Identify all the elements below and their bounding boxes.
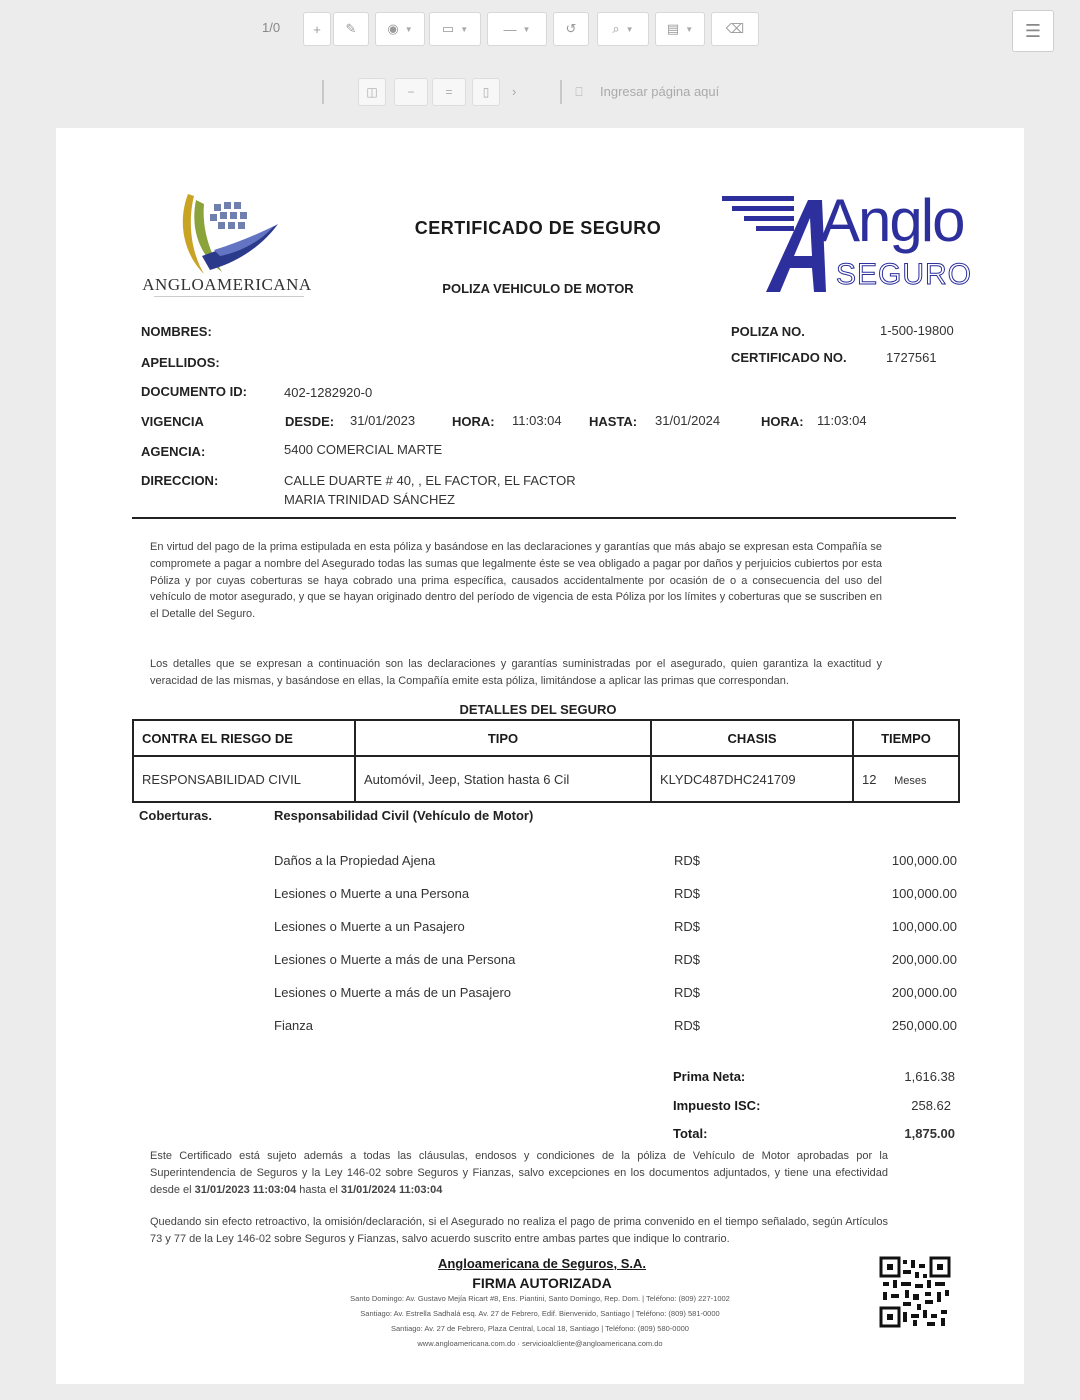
line-button[interactable] bbox=[487, 12, 547, 46]
qr-code-icon bbox=[879, 1256, 951, 1328]
coverage-row bbox=[274, 919, 964, 939]
hora-desde-value: 11:03:04 bbox=[512, 413, 562, 428]
brand-logo-main: Anglo bbox=[820, 187, 964, 254]
table-header-row bbox=[133, 720, 959, 756]
page-input[interactable]: Ingresar página aquí bbox=[600, 84, 720, 99]
firma-autorizada: FIRMA AUTORIZADA bbox=[472, 1275, 612, 1291]
agencia-label: AGENCIA: bbox=[141, 444, 206, 459]
footer-address-line: Santiago: Av. 27 de Febrero, Plaza Central, Local 18, Santiago | Teléfono: (809) 580-0000 bbox=[391, 1324, 689, 1333]
coverage-currency: RD$ bbox=[674, 886, 701, 901]
search-icon: ⌕ bbox=[612, 21, 620, 36]
terms-paragraph-4: Quedando sin efecto retroactivo, la omisión/declaración, si el Asegurado no realiza el pago de prima convenido en el tiempo señalado, según Artículos 73 y 77 de la Ley 146-02 sobre Seguros y Fianzas, salvo acuerdo suscrito entre ambas partes que indique lo contrario. bbox=[150, 1216, 888, 1245]
toolbar-divider bbox=[322, 80, 324, 104]
print-icon: ▤ bbox=[666, 21, 680, 36]
chevron-down-icon: ▼ bbox=[404, 24, 413, 34]
coverage-currency: RD$ bbox=[674, 952, 701, 967]
go-page-icon[interactable]: ⎕ bbox=[575, 84, 583, 99]
certificate-page bbox=[56, 128, 1024, 1384]
coberturas-label: Coberturas. bbox=[139, 808, 212, 823]
table-row bbox=[133, 756, 959, 802]
total-value: 1,875.00 bbox=[904, 1126, 955, 1141]
impuesto-row bbox=[673, 1098, 955, 1118]
agencia-value: 5400 COMERCIAL MARTE bbox=[284, 442, 443, 457]
vigencia-label: VIGENCIA bbox=[141, 414, 204, 429]
stamp-icon: ◉ bbox=[387, 21, 399, 36]
cell-chasis: KLYDC487DHC241709 bbox=[651, 756, 853, 802]
coverage-amount: 100,000.00 bbox=[891, 886, 957, 901]
direccion-line2: MARIA TRINIDAD SÁNCHEZ bbox=[284, 492, 455, 507]
coverage-name: Lesiones o Muerte a más de una Persona bbox=[274, 952, 516, 967]
coverage-row bbox=[274, 886, 964, 906]
brand-logo-sub: SEGURO bbox=[836, 258, 973, 291]
add-button[interactable] bbox=[303, 12, 331, 46]
apellidos-label: APELLIDOS: bbox=[141, 355, 220, 370]
toolbar-divider bbox=[560, 80, 562, 104]
direccion-label: DIRECCION: bbox=[141, 473, 219, 488]
coverage-amount: 200,000.00 bbox=[891, 985, 957, 1000]
chevron-down-icon: ▼ bbox=[522, 24, 531, 34]
rotate-button[interactable] bbox=[553, 12, 589, 46]
desde-value: 31/01/2023 bbox=[350, 413, 416, 428]
comment-button[interactable] bbox=[429, 12, 481, 46]
coverage-currency: RD$ bbox=[674, 1018, 701, 1033]
tiempo-number: 12 bbox=[862, 771, 877, 787]
coverage-currency: RD$ bbox=[674, 853, 701, 868]
zoom-fit-button[interactable] bbox=[358, 78, 386, 106]
coverage-row bbox=[274, 985, 964, 1005]
hora-desde-label: HORA: bbox=[452, 414, 495, 429]
cell-riesgo: RESPONSABILIDAD CIVIL bbox=[133, 756, 355, 802]
total-label: Total: bbox=[673, 1126, 708, 1141]
erase-icon: ⌫ bbox=[725, 21, 745, 36]
coverage-amount: 200,000.00 bbox=[891, 952, 957, 967]
details-title: DETALLES DEL SEGURO bbox=[459, 702, 617, 717]
chevron-down-icon: ▼ bbox=[460, 24, 469, 34]
para3-text: Este Certificado está sujeto además a todas las cláusulas, endosos y condiciones de la póliza de Vehículo de Motor aprobadas por la Superintendencia de Seguros y la Ley 146-02 sobre Seguros y Fianzas, salvo excepciones en los documentos adjuntados, y tiene una efectividad desde el bbox=[150, 1150, 888, 1196]
plus-icon: = bbox=[445, 85, 453, 99]
coverage-amount: 100,000.00 bbox=[891, 919, 957, 934]
para3-mid: hasta el bbox=[299, 1183, 338, 1196]
add-icon: + bbox=[313, 21, 321, 37]
details-table bbox=[132, 719, 960, 803]
company-signature-name: Angloamericana de Seguros, S.A. bbox=[437, 1256, 647, 1271]
policy-subtitle: POLIZA VEHICULO DE MOTOR bbox=[442, 281, 634, 296]
impuesto-value: 258.62 bbox=[911, 1098, 951, 1113]
coverage-row bbox=[274, 853, 964, 873]
direccion-line1: CALLE DUARTE # 40, , EL FACTOR, EL FACTOR bbox=[284, 473, 576, 488]
print-button[interactable] bbox=[655, 12, 705, 46]
para3-from: 31/01/2023 11:03:04 bbox=[194, 1183, 297, 1196]
hora-hasta-value: 11:03:04 bbox=[817, 413, 867, 428]
documento-label: DOCUMENTO ID: bbox=[141, 384, 247, 399]
chevron-down-icon: ▼ bbox=[625, 24, 634, 34]
page-indicator: 1/0 bbox=[262, 20, 281, 35]
coverage-currency: RD$ bbox=[674, 919, 701, 934]
desde-label: DESDE: bbox=[285, 414, 335, 429]
coverage-amount: 250,000.00 bbox=[891, 1018, 957, 1033]
coberturas-title: Responsabilidad Civil (Vehículo de Motor) bbox=[274, 808, 534, 823]
poliza-label: POLIZA NO. bbox=[731, 324, 805, 339]
terms-paragraph-2: Los detalles que se expresan a continuación son las declaraciones y garantías suministradas por el asegurado, quien garantiza la exactitud y veracidad de las mismas, y basándose en ellas, la Compañía emite esta póliza, limitándose a aplicar las primas que correspondan. bbox=[150, 658, 882, 687]
pen-button[interactable] bbox=[333, 12, 369, 46]
poliza-value: 1-500-19800 bbox=[880, 323, 954, 338]
coverage-row bbox=[274, 1018, 964, 1038]
coverage-name: Daños a la Propiedad Ajena bbox=[274, 853, 436, 868]
documento-value: 402-1282920-0 bbox=[284, 385, 373, 400]
coverage-name: Lesiones o Muerte a una Persona bbox=[274, 886, 470, 901]
coverage-name: Lesiones o Muerte a un Pasajero bbox=[274, 919, 465, 934]
footer-address-line: www.angloamericana.com.do · servicioalcliente@angloamericana.com.do bbox=[417, 1339, 663, 1348]
zoom-in-button[interactable] bbox=[432, 78, 466, 106]
footer-address-line: Santiago: Av. Estrella Sadhalá esq. Av. 27 de Febrero, Edif. Bienvenido, Santiago | Teléfono: (809) 581-0000 bbox=[360, 1309, 720, 1318]
coverage-currency: RD$ bbox=[674, 985, 701, 1000]
menu-icon: ☰ bbox=[1024, 20, 1042, 41]
rotate-icon: ↺ bbox=[565, 21, 577, 36]
header-divider bbox=[132, 517, 956, 519]
logo-underline bbox=[154, 296, 304, 297]
certificado-value: 1727561 bbox=[886, 350, 937, 365]
fit-icon: ◫ bbox=[366, 85, 378, 99]
cell-tiempo bbox=[853, 756, 959, 802]
prima-neta-label: Prima Neta: bbox=[673, 1069, 746, 1084]
para3-to: 31/01/2024 11:03:04 bbox=[340, 1183, 443, 1196]
nombres-label: NOMBRES: bbox=[141, 324, 212, 339]
terms-paragraph-3 bbox=[150, 1148, 888, 1198]
certificado-label: CERTIFICADO NO. bbox=[731, 350, 847, 365]
search-button[interactable] bbox=[597, 12, 649, 46]
col-header-tipo: TIPO bbox=[355, 720, 651, 756]
minus-icon: − bbox=[407, 85, 415, 99]
angloamericana-logo-text: ANGLOAMERICANA bbox=[142, 275, 312, 294]
total-row bbox=[673, 1126, 955, 1146]
prima-neta-row bbox=[673, 1069, 955, 1089]
zoom-out-button[interactable] bbox=[394, 78, 428, 106]
hasta-value: 31/01/2024 bbox=[655, 413, 721, 428]
page-icon: ▯ bbox=[482, 85, 490, 99]
certificate-title: CERTIFICADO DE SEGURO bbox=[414, 218, 662, 238]
erase-button[interactable] bbox=[711, 12, 759, 46]
tiempo-unit: Meses bbox=[894, 774, 927, 787]
impuesto-label: Impuesto ISC: bbox=[673, 1098, 761, 1113]
page-view-button[interactable] bbox=[472, 78, 500, 106]
col-header-riesgo: CONTRA EL RIESGO DE bbox=[133, 720, 355, 756]
col-header-chasis: CHASIS bbox=[651, 720, 853, 756]
footer-address-line: Santo Domingo: Av. Gustavo Mejía Ricart #8, Ens. Piantini, Santo Domingo, Rep. Dom. | Teléfono: (809) 227-1002 bbox=[350, 1294, 730, 1303]
chevron-down-icon: ▼ bbox=[685, 24, 694, 34]
cell-tipo: Automóvil, Jeep, Station hasta 6 Cil bbox=[355, 756, 651, 802]
terms-paragraph-1: En virtud del pago de la prima estipulada en esta póliza y basándose en las declaraciones y garantías que más abajo se expresan esta Compañía se compromete a pagar a nombre del Asegurado todas las sumas que legalmente éste se vea obligado a pagar por daños y perjuicios cubiertos por esta Póliza y por cuyas coberturas se haya cobrado una prima específica, causados accidentalmente por ocasión de o a consecuencia del uso del vehículo de motor asegurado, y que se hayan originado dentro del período de vigencia de esta Póliza por los límites y coberturas que se suscriben en el Detalle del Seguro. bbox=[150, 541, 882, 621]
col-header-tiempo: TIEMPO bbox=[853, 720, 959, 756]
hasta-label: HASTA: bbox=[589, 414, 638, 429]
coverage-row bbox=[274, 952, 964, 972]
nav-arrow-icon[interactable]: › bbox=[512, 84, 517, 99]
pen-icon: ✎ bbox=[345, 21, 357, 36]
comment-icon: ▭ bbox=[441, 21, 455, 36]
coverage-name: Lesiones o Muerte a más de un Pasajero bbox=[274, 985, 512, 1000]
prima-neta-value: 1,616.38 bbox=[904, 1069, 955, 1084]
hora-hasta-label: HORA: bbox=[761, 414, 804, 429]
coverage-amount: 100,000.00 bbox=[891, 853, 957, 868]
line-icon: — bbox=[503, 21, 517, 37]
angloamericana-emblem-icon bbox=[174, 190, 284, 282]
viewer-toolbar bbox=[0, 0, 1080, 120]
menu-button[interactable] bbox=[1012, 10, 1054, 52]
stamp-button[interactable] bbox=[375, 12, 425, 46]
coverage-name: Fianza bbox=[274, 1018, 314, 1033]
